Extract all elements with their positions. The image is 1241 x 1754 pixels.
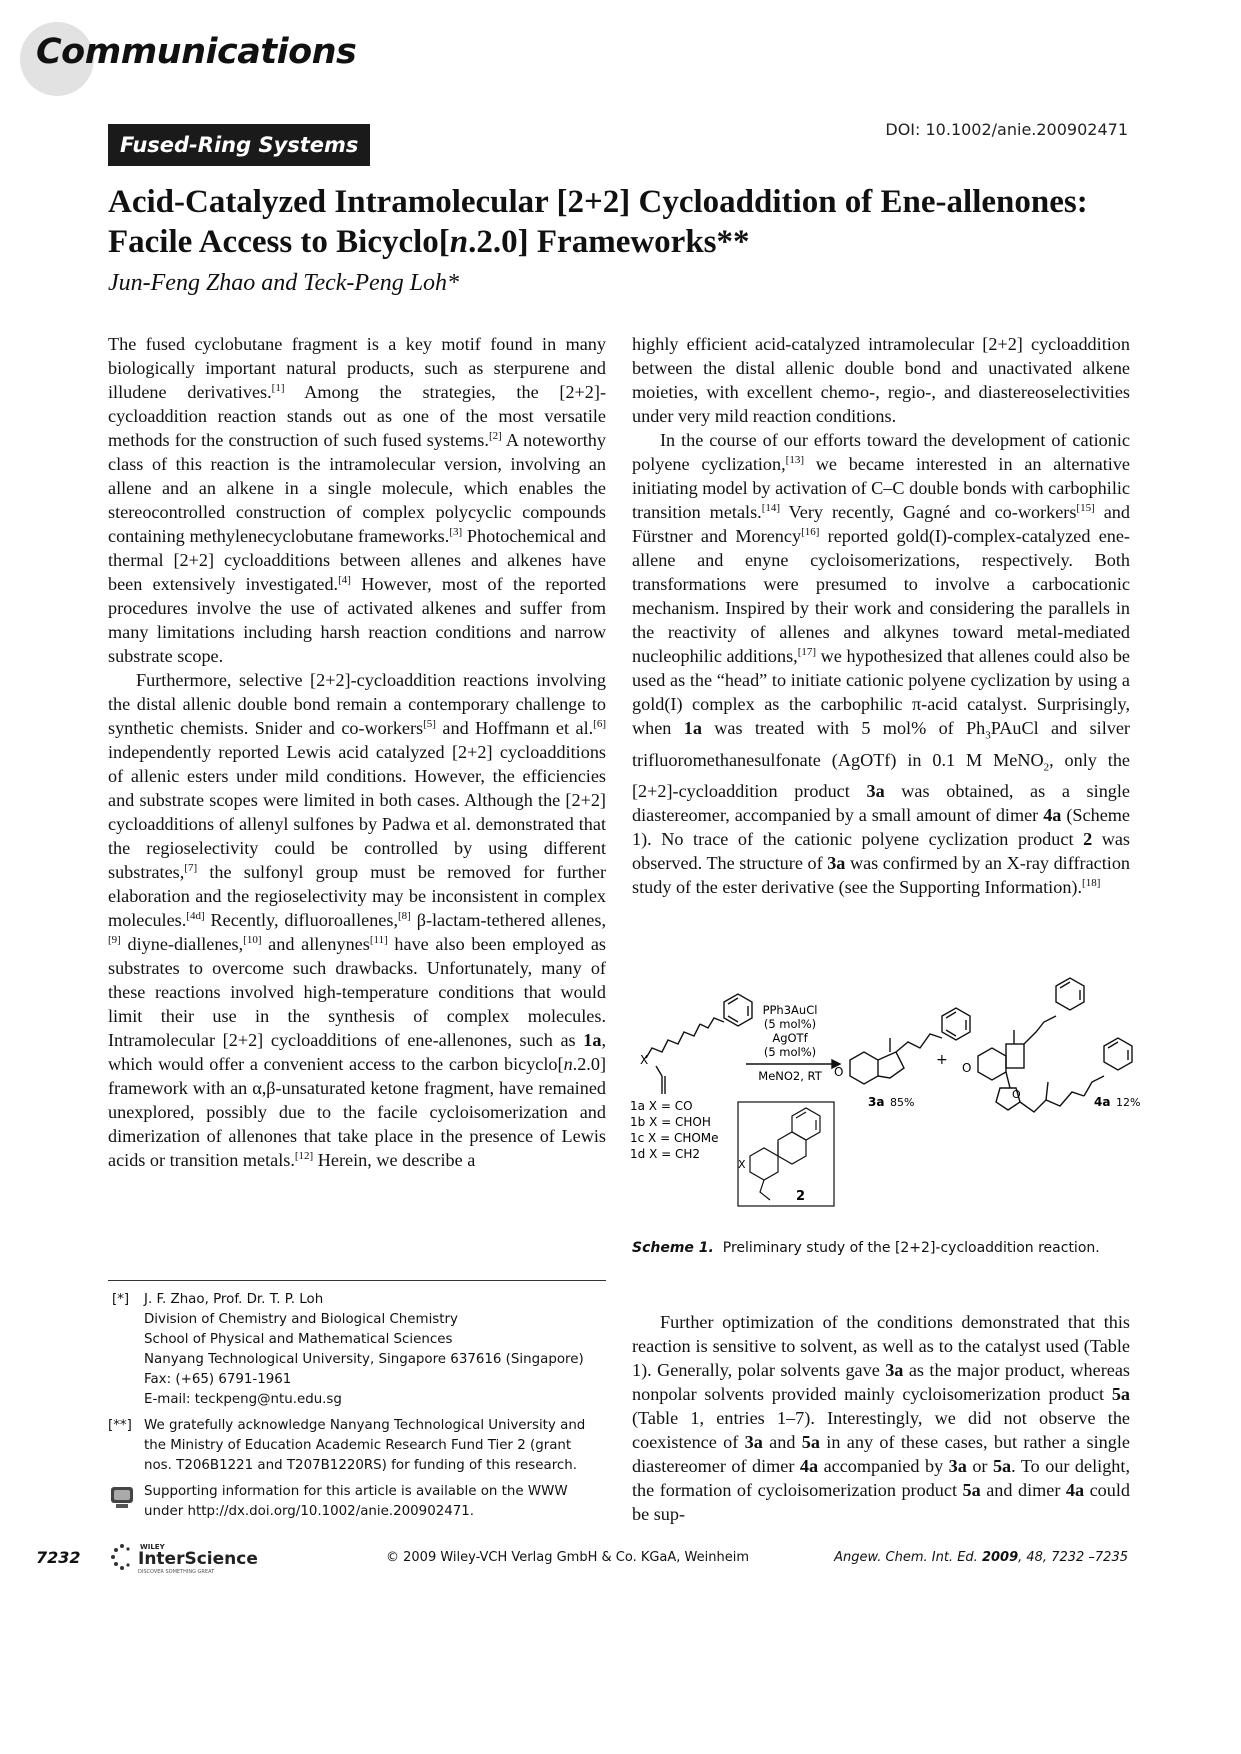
label-2: 2	[796, 1189, 806, 1204]
paragraph: Further optimization of the conditions demonstrated that this reaction is sensitive to solvent, as well as to the catalyst used (Table 1). Generally, polar solvents gave 3a as the major product, whereas nonpolar solvents provided mainly cycloisomerization product 5a (Table 1, entries 1–7). Interestingly, we did not observe the coexistence of 3a and 5a in any of these cases, but rather a single diastereomer of dimer 4a accompanied by 3a or 5a. To our delight, the formation of cycloisomerization product 5a and dimer 4a could be sup-	[632, 1312, 1130, 1524]
structure-2	[738, 1102, 834, 1206]
scheme-1	[628, 972, 1141, 1222]
x-label-1: X	[640, 1053, 649, 1067]
paragraph: highly efficient acid-catalyzed intramolecular [2+2] cycloaddition between the distal allenic double bond and unactivated alkene moieties, with excellent chemo-, regio-, and diastereoselectivities under very mild reaction conditions.	[632, 334, 1130, 426]
interscience-logo	[108, 1538, 278, 1576]
acknowledgment-mark: [**]	[108, 1418, 132, 1433]
copyright: © 2009 Wiley-VCH Verlag GmbH & Co. KGaA, Weinheim	[386, 1550, 750, 1565]
scheme-caption-label: Scheme 1.	[632, 1240, 714, 1256]
body-column-left	[108, 332, 606, 1172]
affil-email[interactable]: E-mail: teckpeng@ntu.edu.sg	[144, 1392, 342, 1407]
reagent-loading-1: (5 mol%)	[763, 1017, 817, 1031]
si-line: Supporting information for this article is available on the WWW	[144, 1484, 568, 1499]
affil-line: Nanyang Technological University, Singapore 637616 (Singapore)	[144, 1352, 584, 1367]
affiliation-footnote	[108, 1290, 608, 1410]
footnotes	[108, 1290, 608, 1528]
x-label-2: X	[738, 1158, 746, 1171]
svg-text:InterScience: InterScience	[138, 1549, 258, 1569]
affil-line: Division of Chemistry and Biological Chemistry	[144, 1312, 458, 1327]
substrate-list	[630, 1099, 719, 1161]
yield-4a: 12%	[1116, 1096, 1141, 1109]
reagent-loading-2: (5 mol%)	[763, 1045, 817, 1059]
citation: Angew. Chem. Int. Ed. 2009, 48, 7232 –7235	[834, 1550, 1128, 1565]
journal-section: Communications	[36, 32, 357, 72]
paragraph: In the course of our efforts toward the development of cationic polyene cyclization,[13] we became interested in an alternative initiating model by activation of C–C double bonds with carbophilic transition metals.[14] Very recently, Gagné and co-workers[15] and Fürstner and Morency[16] reported gold(I)-complex-catalyzed ene-allene and enyne cycloisomerizations, respectively. Both transformations were presumed to involve a carbocationic mechanism. Inspired by their work and considering the parallels in the reactivity of allenes and alkynes toward metal-mediated nucleophilic additions,[17] we hypothesized that allenes could also be used as the “head” to initiate cationic polyene cyclization by using a gold(I) complex as the carbophilic π-acid catalyst. Surprisingly, when 1a was treated with 5 mol% of $Ph_3PAuCl$ and silver trifluoromethanesulfonate (AgOTf) in 0.1 M MeNO$_2$, only the [2+2]-cycloaddition product 3a was obtained, as a single diastereomer, accompanied by a small amount of dimer 4a (Scheme 1). No trace of the cationic polyene cyclization product 2 was observed. The structure of 3a was confirmed by an X-ray diffraction study of the ester derivative (see the Supporting Information).[18]	[632, 430, 1131, 898]
affil-line: School of Physical and Mathematical Sciences	[144, 1332, 453, 1347]
reagent-cocatalyst: AgOTf	[772, 1031, 808, 1045]
affiliation-mark: [*]	[112, 1292, 130, 1307]
si-link[interactable]: under http://dx.doi.org/10.1002/anie.200902471.	[144, 1504, 475, 1519]
plus-sign: +	[936, 1052, 948, 1068]
affil-line: J. F. Zhao, Prof. Dr. T. P. Loh	[144, 1292, 324, 1307]
substrate-1b: 1b X = CHOH	[630, 1115, 711, 1129]
doi[interactable]: DOI: 10.1002/anie.200902471	[885, 120, 1128, 139]
ack-line: the Ministry of Education Academic Research Fund Tier 2 (grant	[144, 1438, 572, 1453]
substrate-1c: 1c X = CHOMe	[630, 1131, 719, 1145]
affil-line: Fax: (+65) 6791-1961	[144, 1372, 292, 1387]
structure-3a	[850, 1008, 970, 1084]
structure-1	[646, 994, 752, 1094]
footnote-divider	[108, 1280, 606, 1281]
yield-3a: 85%	[890, 1096, 915, 1109]
reaction-conditions: MeNO2, RT	[758, 1069, 822, 1083]
page-number: 7232	[36, 1548, 81, 1567]
supporting-info-footnote	[108, 1482, 608, 1522]
topic-badge: Fused-Ring Systems	[108, 124, 370, 166]
o-label-4a-ketone: O	[962, 1061, 972, 1075]
computer-icon	[108, 1484, 136, 1512]
authors: Jun-Feng Zhao and Teck-Peng Loh*	[108, 270, 460, 296]
body-column-right-bottom	[632, 1310, 1130, 1526]
acknowledgment-footnote	[108, 1416, 608, 1476]
label-3a: 3a	[868, 1095, 885, 1109]
ack-line: We gratefully acknowledge Nanyang Technological University and	[144, 1418, 586, 1433]
svg-text:DISCOVER SOMETHING GREAT: DISCOVER SOMETHING GREAT	[138, 1569, 215, 1575]
substrate-1d: 1d X = CH2	[630, 1147, 701, 1161]
ack-line: nos. T206B1221 and T207B1220RS) for funding of this research.	[144, 1458, 578, 1473]
paragraph: The fused cyclobutane fragment is a key motif found in many biologically important natural products, such as sterpurene and illudene derivatives.[1] Among the strategies, the [2+2]-cycloaddition reaction stands out as one of the most versatile methods for the construction of such fused systems.[2] A noteworthy class of this reaction is the intramolecular version, involving an allene and an alkene in a single molecule, which enables the stereocontrolled construction of complex polycyclic compounds containing methylenecyclobutane frameworks.[3] Photochemical and thermal [2+2] cycloadditions between allenes and alkenes have been extensively investigated.[4] However, most of the reported procedures involve the use of activated alkenes and suffer from many limitations including harsh reaction conditions and narrow substrate scope.	[108, 334, 607, 666]
svg-text:WILEY: WILEY	[140, 1543, 165, 1551]
reagents	[758, 1003, 822, 1083]
article-title: Acid-Catalyzed Intramolecular [2+2] Cycloaddition of Ene-allenones: Facile Access to Bicyclo[n.2.0] Frameworks**	[108, 184, 1088, 260]
o-label-4a-furan: O	[1012, 1088, 1021, 1101]
o-label-3a: O	[834, 1065, 844, 1079]
label-4a: 4a	[1094, 1095, 1111, 1109]
structure-4a	[978, 978, 1132, 1112]
body-column-right	[632, 332, 1130, 899]
scheme-caption	[632, 1240, 1100, 1256]
paragraph: Furthermore, selective [2+2]-cycloaddition reactions involving the distal allenic double bond remain a contemporary challenge to synthetic chemists. Snider and co-workers[5] and Hoffmann et al.[6] independently reported Lewis acid catalyzed [2+2] cycloadditions of allenic esters under mild conditions. However, the efficiencies and substrate scopes were limited in both cases. Although the [2+2] cycloadditions of allenyl sulfones by Padwa et al. demonstrated that the regioselectivity could be controlled by using different substrates,[7] the sulfonyl group must be removed for further elaboration and the regioselectivity may be inconsistent in complex molecules.[4d] Recently, difluoroallenes,[8] β-lactam-tethered allenes,[9] diyne-diallenes,[10] and allenynes[11] have also been employed as substrates to overcome such drawbacks. Unfortunately, many of these reactions involved high-temperature conditions that would limit their use in the synthesis of complex molecules. Intramolecular [2+2] cycloadditions of ene-allenones, such as 1a, which would offer a convenient access to the carbon bicyclo[n.2.0] framework with an α,β-unsaturated ketone fragment, have remained unexplored, possibly due to the facile cycloisomerization and dimerization of allenones that take place in the presence of Lewis acids or transition metals.[12] Herein, we describe a	[108, 670, 606, 1170]
reagent-catalyst: PPh3AuCl	[762, 1003, 818, 1017]
reaction-arrow	[746, 1060, 840, 1068]
substrate-1a: 1a X = CO	[630, 1099, 693, 1113]
scheme-caption-text: Preliminary study of the [2+2]-cycloaddition reaction.	[722, 1240, 1100, 1256]
